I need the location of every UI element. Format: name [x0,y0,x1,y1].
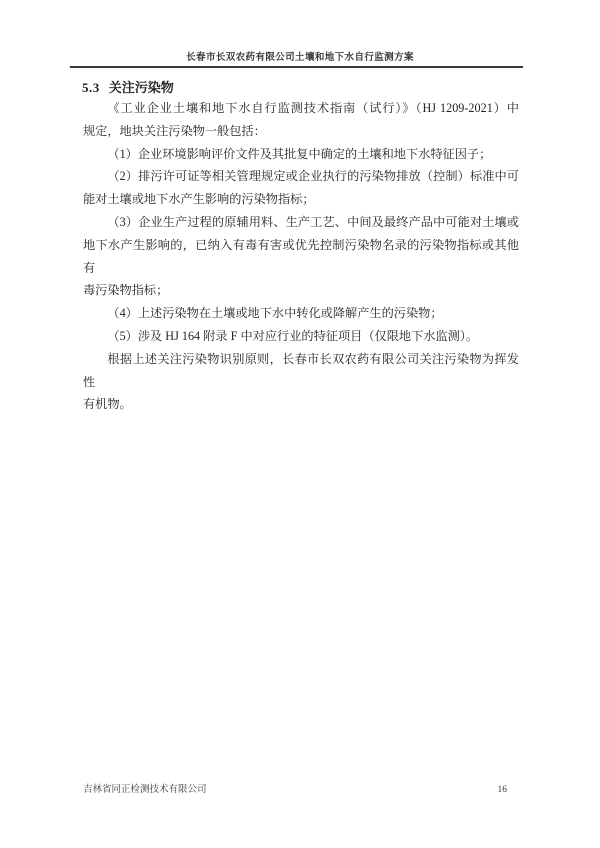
body-line: （5）涉及 HJ 164 附录 F 中对应行业的特征项目（仅限地下水监测）。 [107,328,479,343]
header-divider-rule [70,66,523,68]
footer-company-name: 吉林省同正检测技术有限公司 [83,785,207,795]
section-number: 5.3 [82,80,100,95]
body-line: （2）排污许可证等相关管理规定或企业执行的污染物排放（控制）标准中可 [107,169,519,184]
body-text-block [83,97,519,416]
page-footer [83,781,507,795]
body-line: 毒污染物指标； [83,283,169,298]
body-line: （4）上述污染物在土壤或地下水中转化或降解产生的污染物； [107,306,443,321]
body-line: （1）企业环境影响评价文件及其批复中确定的土壤和地下水特征因子； [107,146,492,161]
body-line: 规定，地块关注污染物一般包括： [83,123,266,138]
body-line: 能对土壤或地下水产生影响的污染物指标； [83,192,315,207]
footer-page-number: 16 [497,785,507,795]
body-line: 有机物。 [83,397,132,412]
body-line: （3）企业生产过程的原辅用料、生产工艺、中间及最终产品中可能对土壤或 [107,214,519,229]
body-line: 《工业企业土壤和地下水自行监测技术指南（试行）》（HJ 1209-2021）中 [107,101,519,115]
section-title: 关注污染物 [108,80,174,95]
page-header-title: 长春市长双农药有限公司土壤和地下水自行监测方案 [186,53,414,63]
body-line: 根据上述关注污染物识别原则，长春市长双农药有限公司关注污染物为挥发性 [83,351,519,389]
section-heading [82,80,174,96]
body-line: 地下水产生影响的，已纳入有毒有害或优先控制污染物名录的污染物指标或其他有 [83,237,519,275]
